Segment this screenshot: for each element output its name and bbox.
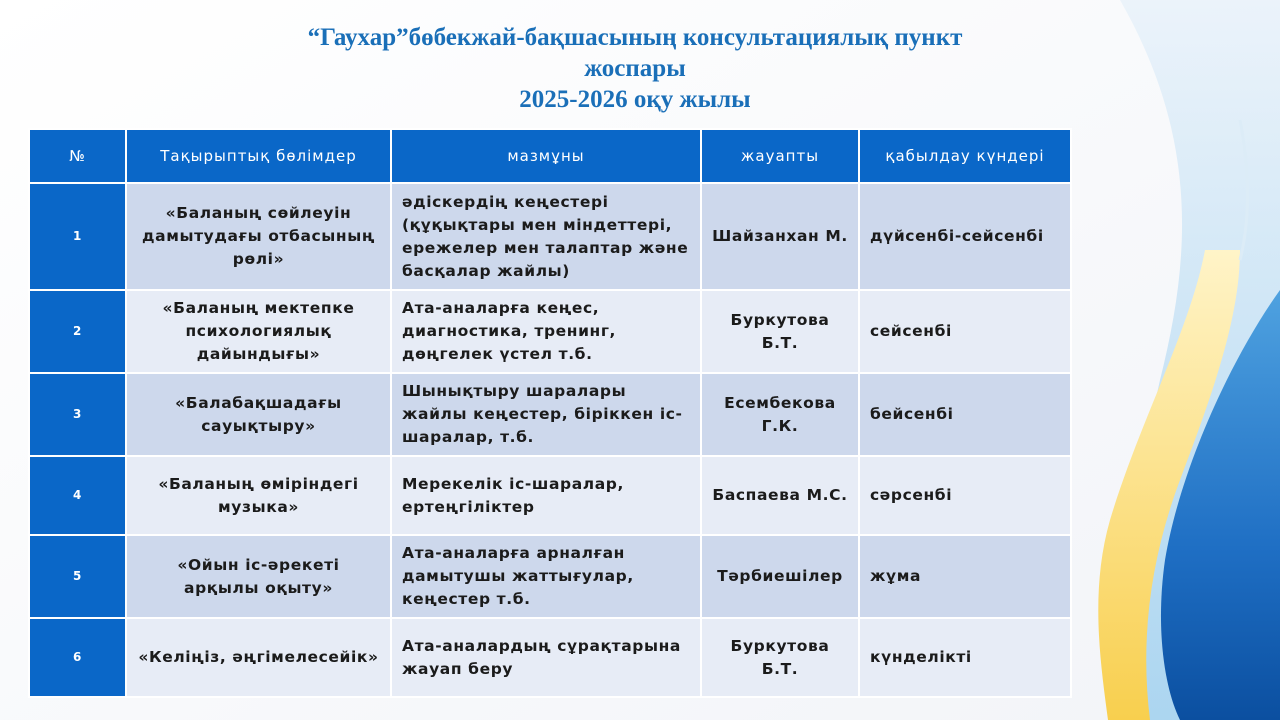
row-responsible: Баспаева М.С. — [701, 456, 859, 535]
row-content: Ата-аналарға кеңес, диагностика, тренинг, дөңгелек үстел т.б. — [391, 290, 701, 373]
row-number: 5 — [29, 535, 126, 618]
consultation-plan-table — [28, 128, 1072, 698]
table-row — [29, 290, 1071, 373]
row-topic: «Балабақшадағы сауықтыру» — [126, 373, 391, 456]
header-days: қабылдау күндері — [859, 129, 1071, 183]
row-days: сейсенбі — [859, 290, 1071, 373]
page-title — [230, 22, 1040, 115]
row-topic: «Баланың сөйлеуін дамытудағы отбасының рөлі» — [126, 183, 391, 290]
row-number: 4 — [29, 456, 126, 535]
row-responsible: Буркутова Б.Т. — [701, 618, 859, 697]
row-content: Ата-аналарға арналған дамытушы жаттығулар, кеңестер т.б. — [391, 535, 701, 618]
row-content: Мерекелік іс-шаралар, ертеңгіліктер — [391, 456, 701, 535]
row-responsible: Буркутова Б.Т. — [701, 290, 859, 373]
row-number: 6 — [29, 618, 126, 697]
row-number: 3 — [29, 373, 126, 456]
row-days: күнделікті — [859, 618, 1071, 697]
header-number: № — [29, 129, 126, 183]
table-row — [29, 183, 1071, 290]
title-line-1: “Гаухар”бөбекжай-бақшасының консультациялық пункт — [307, 24, 963, 51]
row-responsible: Есембекова Г.К. — [701, 373, 859, 456]
row-content: Ата-аналардың сұрақтарына жауап беру — [391, 618, 701, 697]
header-content: мазмұны — [391, 129, 701, 183]
table-row — [29, 456, 1071, 535]
row-days: жұма — [859, 535, 1071, 618]
row-number: 2 — [29, 290, 126, 373]
row-topic: «Баланың өміріндегі музыка» — [126, 456, 391, 535]
row-content: Шынықтыру шаралары жайлы кеңестер, біріккен іс-шаралар, т.б. — [391, 373, 701, 456]
header-topic: Тақырыптық бөлімдер — [126, 129, 391, 183]
header-responsible: жауапты — [701, 129, 859, 183]
row-topic: «Келіңіз, әңгімелесейік» — [126, 618, 391, 697]
row-days: сәрсенбі — [859, 456, 1071, 535]
row-days: дүйсенбі-сейсенбі — [859, 183, 1071, 290]
row-days: бейсенбі — [859, 373, 1071, 456]
row-responsible: Тәрбиешілер — [701, 535, 859, 618]
table-row — [29, 535, 1071, 618]
row-topic: «Баланың мектепке психологиялық дайындығы» — [126, 290, 391, 373]
row-topic: «Ойын іс-әрекеті арқылы оқыту» — [126, 535, 391, 618]
title-line-3: 2025-2026 оқу жылы — [519, 86, 751, 113]
table-row — [29, 373, 1071, 456]
table-header-row — [29, 129, 1071, 183]
row-number: 1 — [29, 183, 126, 290]
title-line-2: жоспары — [584, 55, 686, 82]
row-content: әдіскердің кеңестері (құқықтары мен міндеттері, ережелер мен талаптар және басқалар жайлы) — [391, 183, 701, 290]
row-responsible: Шайзанхан М. — [701, 183, 859, 290]
table-row — [29, 618, 1071, 697]
